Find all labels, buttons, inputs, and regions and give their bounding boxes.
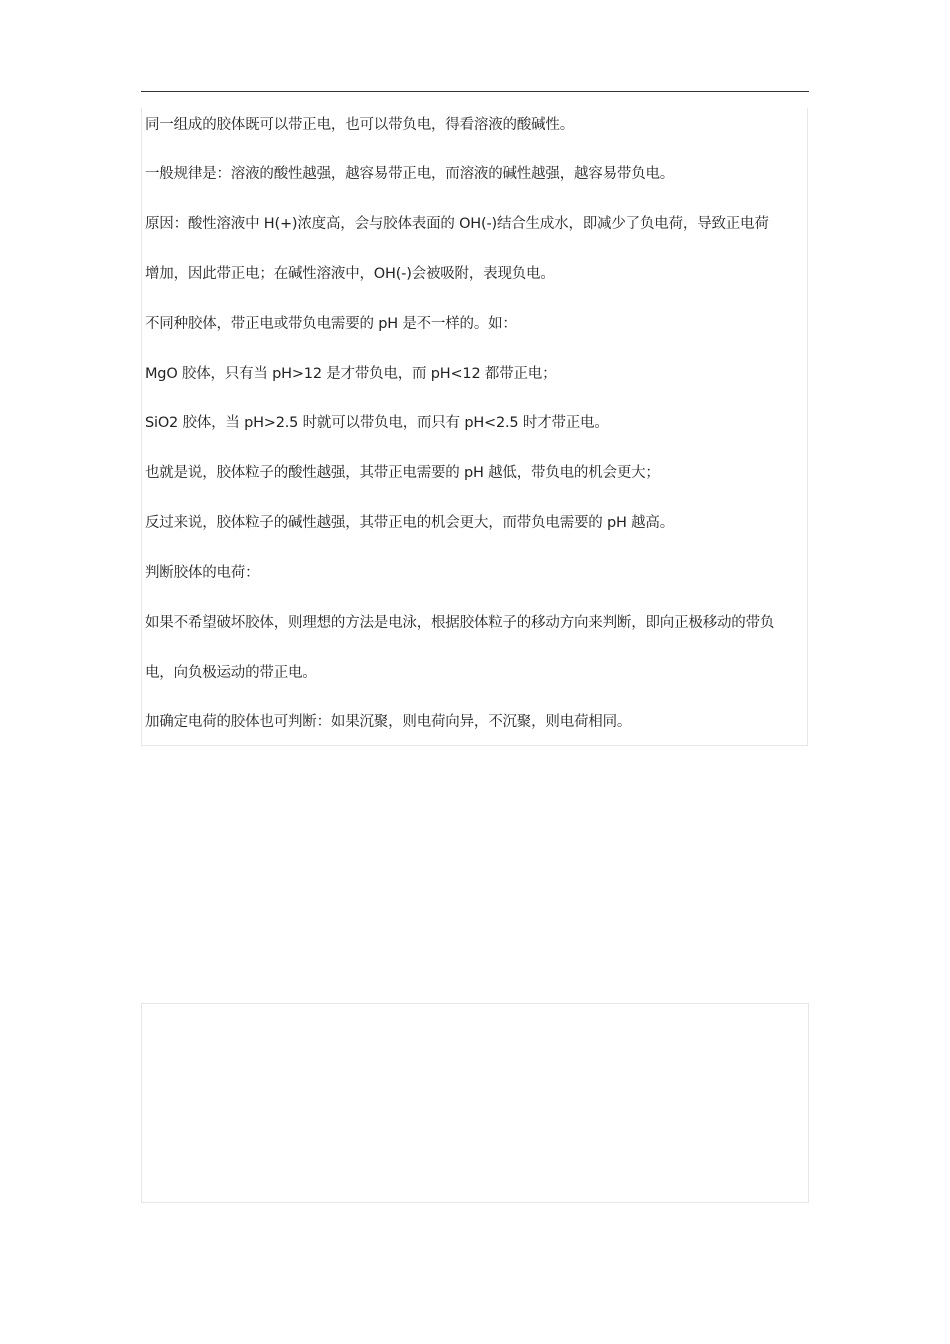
paragraph-line: 也就是说，胶体粒子的酸性越强，其带正电需要的 pH 越低，带负电的机会更大； xyxy=(145,465,660,481)
paragraph-line: 加确定电荷的胶体也可判断：如果沉聚，则电荷向异，不沉聚，则电荷相同。 xyxy=(145,714,632,730)
paragraph-line: 增加，因此带正电；在碱性溶液中，OH(-)会被吸附，表现负电。 xyxy=(145,266,555,282)
paragraph-line: 反过来说，胶体粒子的碱性越强，其带正电的机会更大，而带负电需要的 pH 越高。 xyxy=(145,515,675,531)
paragraph-line: SiO2 胶体，当 pH>2.5 时就可以带负电，而只有 pH<2.5 时才带正电。 xyxy=(145,415,609,431)
header-rule xyxy=(141,91,809,92)
paragraph-line: 不同种胶体，带正电或带负电需要的 pH 是不一样的。如： xyxy=(145,316,517,332)
paragraph-line: 同一组成的胶体既可以带正电，也可以带负电，得看溶液的酸碱性。 xyxy=(145,117,574,133)
paragraph-line: 如果不希望破坏胶体，则理想的方法是电泳，根据胶体粒子的移动方向来判断，即向正极移动的带负 xyxy=(145,615,775,631)
paragraph-line: 判断胶体的电荷： xyxy=(145,565,260,581)
paragraph-line: 一般规律是：溶液的酸性越强，越容易带正电，而溶液的碱性越强，越容易带负电。 xyxy=(145,166,675,182)
empty-content-box xyxy=(141,1003,809,1203)
paragraph-line: 原因：酸性溶液中 H(+)浓度高，会与胶体表面的 OH(-)结合生成水，即减少了负电荷，导致正电荷 xyxy=(145,216,769,232)
paragraph-line: 电，向负极运动的带正电。 xyxy=(145,665,317,681)
paragraph-line: MgO 胶体，只有当 pH>12 是才带负电，而 pH<12 都带正电； xyxy=(145,366,557,382)
document-text-block xyxy=(141,108,808,746)
